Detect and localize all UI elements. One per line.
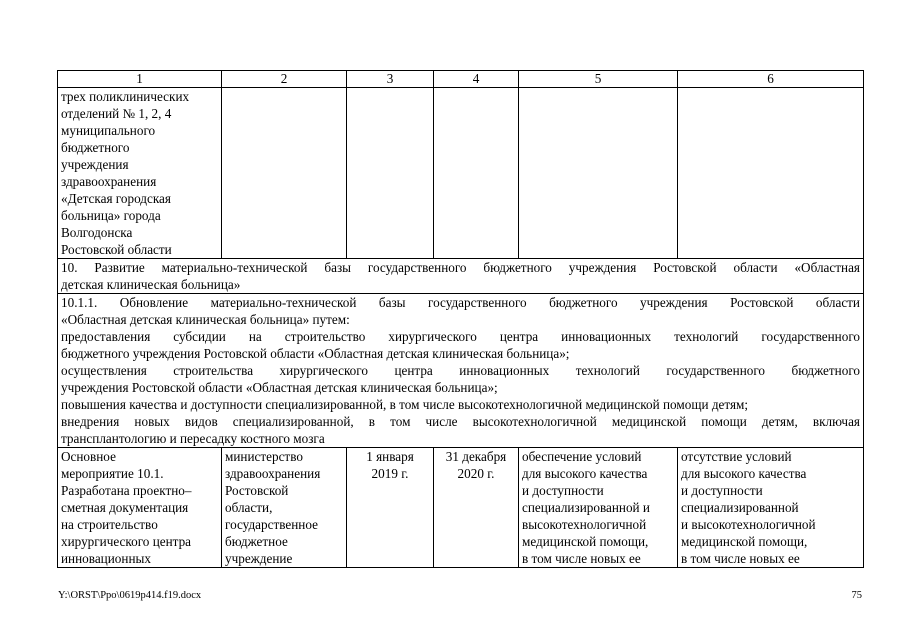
cell-line: высокотехнологичной bbox=[522, 517, 647, 532]
cell-line: Ростовской bbox=[225, 483, 289, 498]
expected-result-cell bbox=[519, 448, 678, 568]
event-name-cell bbox=[58, 448, 222, 568]
section-10-line: детская клиническая больница» bbox=[61, 277, 241, 292]
footer-page-number: 75 bbox=[851, 590, 862, 601]
cell-line: в том числе новых ее bbox=[681, 551, 800, 566]
column-number-6: 6 bbox=[678, 71, 864, 88]
column-number-2: 2 bbox=[222, 71, 347, 88]
section-10-1-1-line: «Областная детская клиническая больница» путем: bbox=[61, 312, 350, 327]
cell-line: для высокого качества bbox=[681, 466, 807, 481]
cell-line: бюджетное bbox=[225, 534, 288, 549]
cell-line: здравоохранения bbox=[225, 466, 321, 481]
end-date-cell bbox=[434, 448, 519, 568]
column-number-1: 1 bbox=[58, 71, 222, 88]
cell-line: для высокого качества bbox=[522, 466, 648, 481]
cell-line: медицинской помощи, bbox=[681, 534, 808, 549]
section-10-title bbox=[58, 259, 864, 294]
section-10-1-1-line: бюджетного учреждения Ростовской области «Областная детская клиническая больница»; bbox=[61, 346, 570, 361]
cell-line: и доступности bbox=[681, 483, 763, 498]
cell-line: «Детская городская bbox=[61, 191, 171, 206]
continuation-cell-5 bbox=[519, 88, 678, 259]
section-10-1-1-line: трансплантологию и пересадку костного мозга bbox=[61, 431, 325, 446]
cell-line: хирургического центра bbox=[61, 534, 192, 549]
cell-line: мероприятие 10.1. bbox=[61, 466, 164, 481]
cell-line: отсутствие условий bbox=[681, 449, 792, 464]
cell-line: инновационных bbox=[61, 551, 151, 566]
cell-line: 31 декабря bbox=[445, 449, 507, 464]
section-10-1-1-line: предоставления субсидии на строительство хирургического центра инновационных технологий государственного bbox=[61, 329, 860, 344]
continuation-cell-6 bbox=[678, 88, 864, 259]
cell-line: 2020 г. bbox=[457, 466, 495, 481]
section-10-1-1-line: учреждения Ростовской области «Областная детская клиническая больница»; bbox=[61, 380, 498, 395]
column-number-3: 3 bbox=[347, 71, 434, 88]
table-row-main-event bbox=[58, 448, 864, 568]
cell-line: бюджетного bbox=[61, 140, 130, 155]
cell-line: больница» города bbox=[61, 208, 161, 223]
continuation-cell-3 bbox=[347, 88, 434, 259]
cell-line: учреждения bbox=[61, 157, 129, 172]
section-10-1-1-text bbox=[58, 294, 864, 448]
executor-cell bbox=[222, 448, 347, 568]
document-table bbox=[57, 70, 864, 568]
cell-line: муниципального bbox=[61, 123, 156, 138]
table-row-section-10 bbox=[58, 259, 864, 294]
cell-line: 2019 г. bbox=[371, 466, 409, 481]
consequences-cell bbox=[678, 448, 864, 568]
continuation-cell-name bbox=[58, 88, 222, 259]
start-date-cell bbox=[347, 448, 434, 568]
cell-line: отделений № 1, 2, 4 bbox=[61, 106, 172, 121]
section-10-1-1-line: внедрения новых видов специализированной, в том числе высокотехнологичной медицинской помощи детям, включая bbox=[61, 414, 860, 429]
footer-file-path: Y:\ORST\Ppo\0619p414.f19.docx bbox=[58, 590, 202, 601]
continuation-cell-4 bbox=[434, 88, 519, 259]
cell-line: сметная документация bbox=[61, 500, 189, 515]
cell-line: трех поликлинических bbox=[61, 89, 190, 104]
column-number-4: 4 bbox=[434, 71, 519, 88]
table-row-continuation bbox=[58, 88, 864, 259]
table-header-row bbox=[58, 71, 864, 88]
cell-line: медицинской помощи, bbox=[522, 534, 649, 549]
cell-line: на строительство bbox=[61, 517, 158, 532]
table-row-section-10-1-1 bbox=[58, 294, 864, 448]
section-10-1-1-line: повышения качества и доступности специализированной, в том числе высокотехнологичной медицинской помощи детям; bbox=[61, 397, 749, 412]
cell-line: в том числе новых ее bbox=[522, 551, 641, 566]
cell-line: государственное bbox=[225, 517, 318, 532]
cell-line: специализированной bbox=[681, 500, 799, 515]
cell-line: и высокотехнологичной bbox=[681, 517, 816, 532]
section-10-1-1-line: 10.1.1. Обновление материально-технической базы государственного бюджетного учреждения Ростовской области bbox=[61, 295, 860, 310]
cell-line: Основное bbox=[61, 449, 116, 464]
cell-line: здравоохранения bbox=[61, 174, 157, 189]
column-number-5: 5 bbox=[519, 71, 678, 88]
cell-line: и доступности bbox=[522, 483, 604, 498]
cell-line: 1 января bbox=[366, 449, 414, 464]
cell-line: обеспечение условий bbox=[522, 449, 642, 464]
cell-line: Ростовской области bbox=[61, 242, 172, 257]
continuation-cell-2 bbox=[222, 88, 347, 259]
section-10-line: 10. Развитие материально-технической базы государственного бюджетного учреждения Ростовской области «Областная bbox=[61, 260, 860, 275]
cell-line: министерство bbox=[225, 449, 303, 464]
cell-line: Разработана проектно– bbox=[61, 483, 192, 498]
cell-line: области, bbox=[225, 500, 273, 515]
cell-line: Волгодонска bbox=[61, 225, 133, 240]
cell-line: специализированной и bbox=[522, 500, 650, 515]
cell-line: учреждение bbox=[225, 551, 293, 566]
section-10-1-1-line: осуществления строительства хирургического центра инновационных технологий государственного бюджетного bbox=[61, 363, 860, 378]
